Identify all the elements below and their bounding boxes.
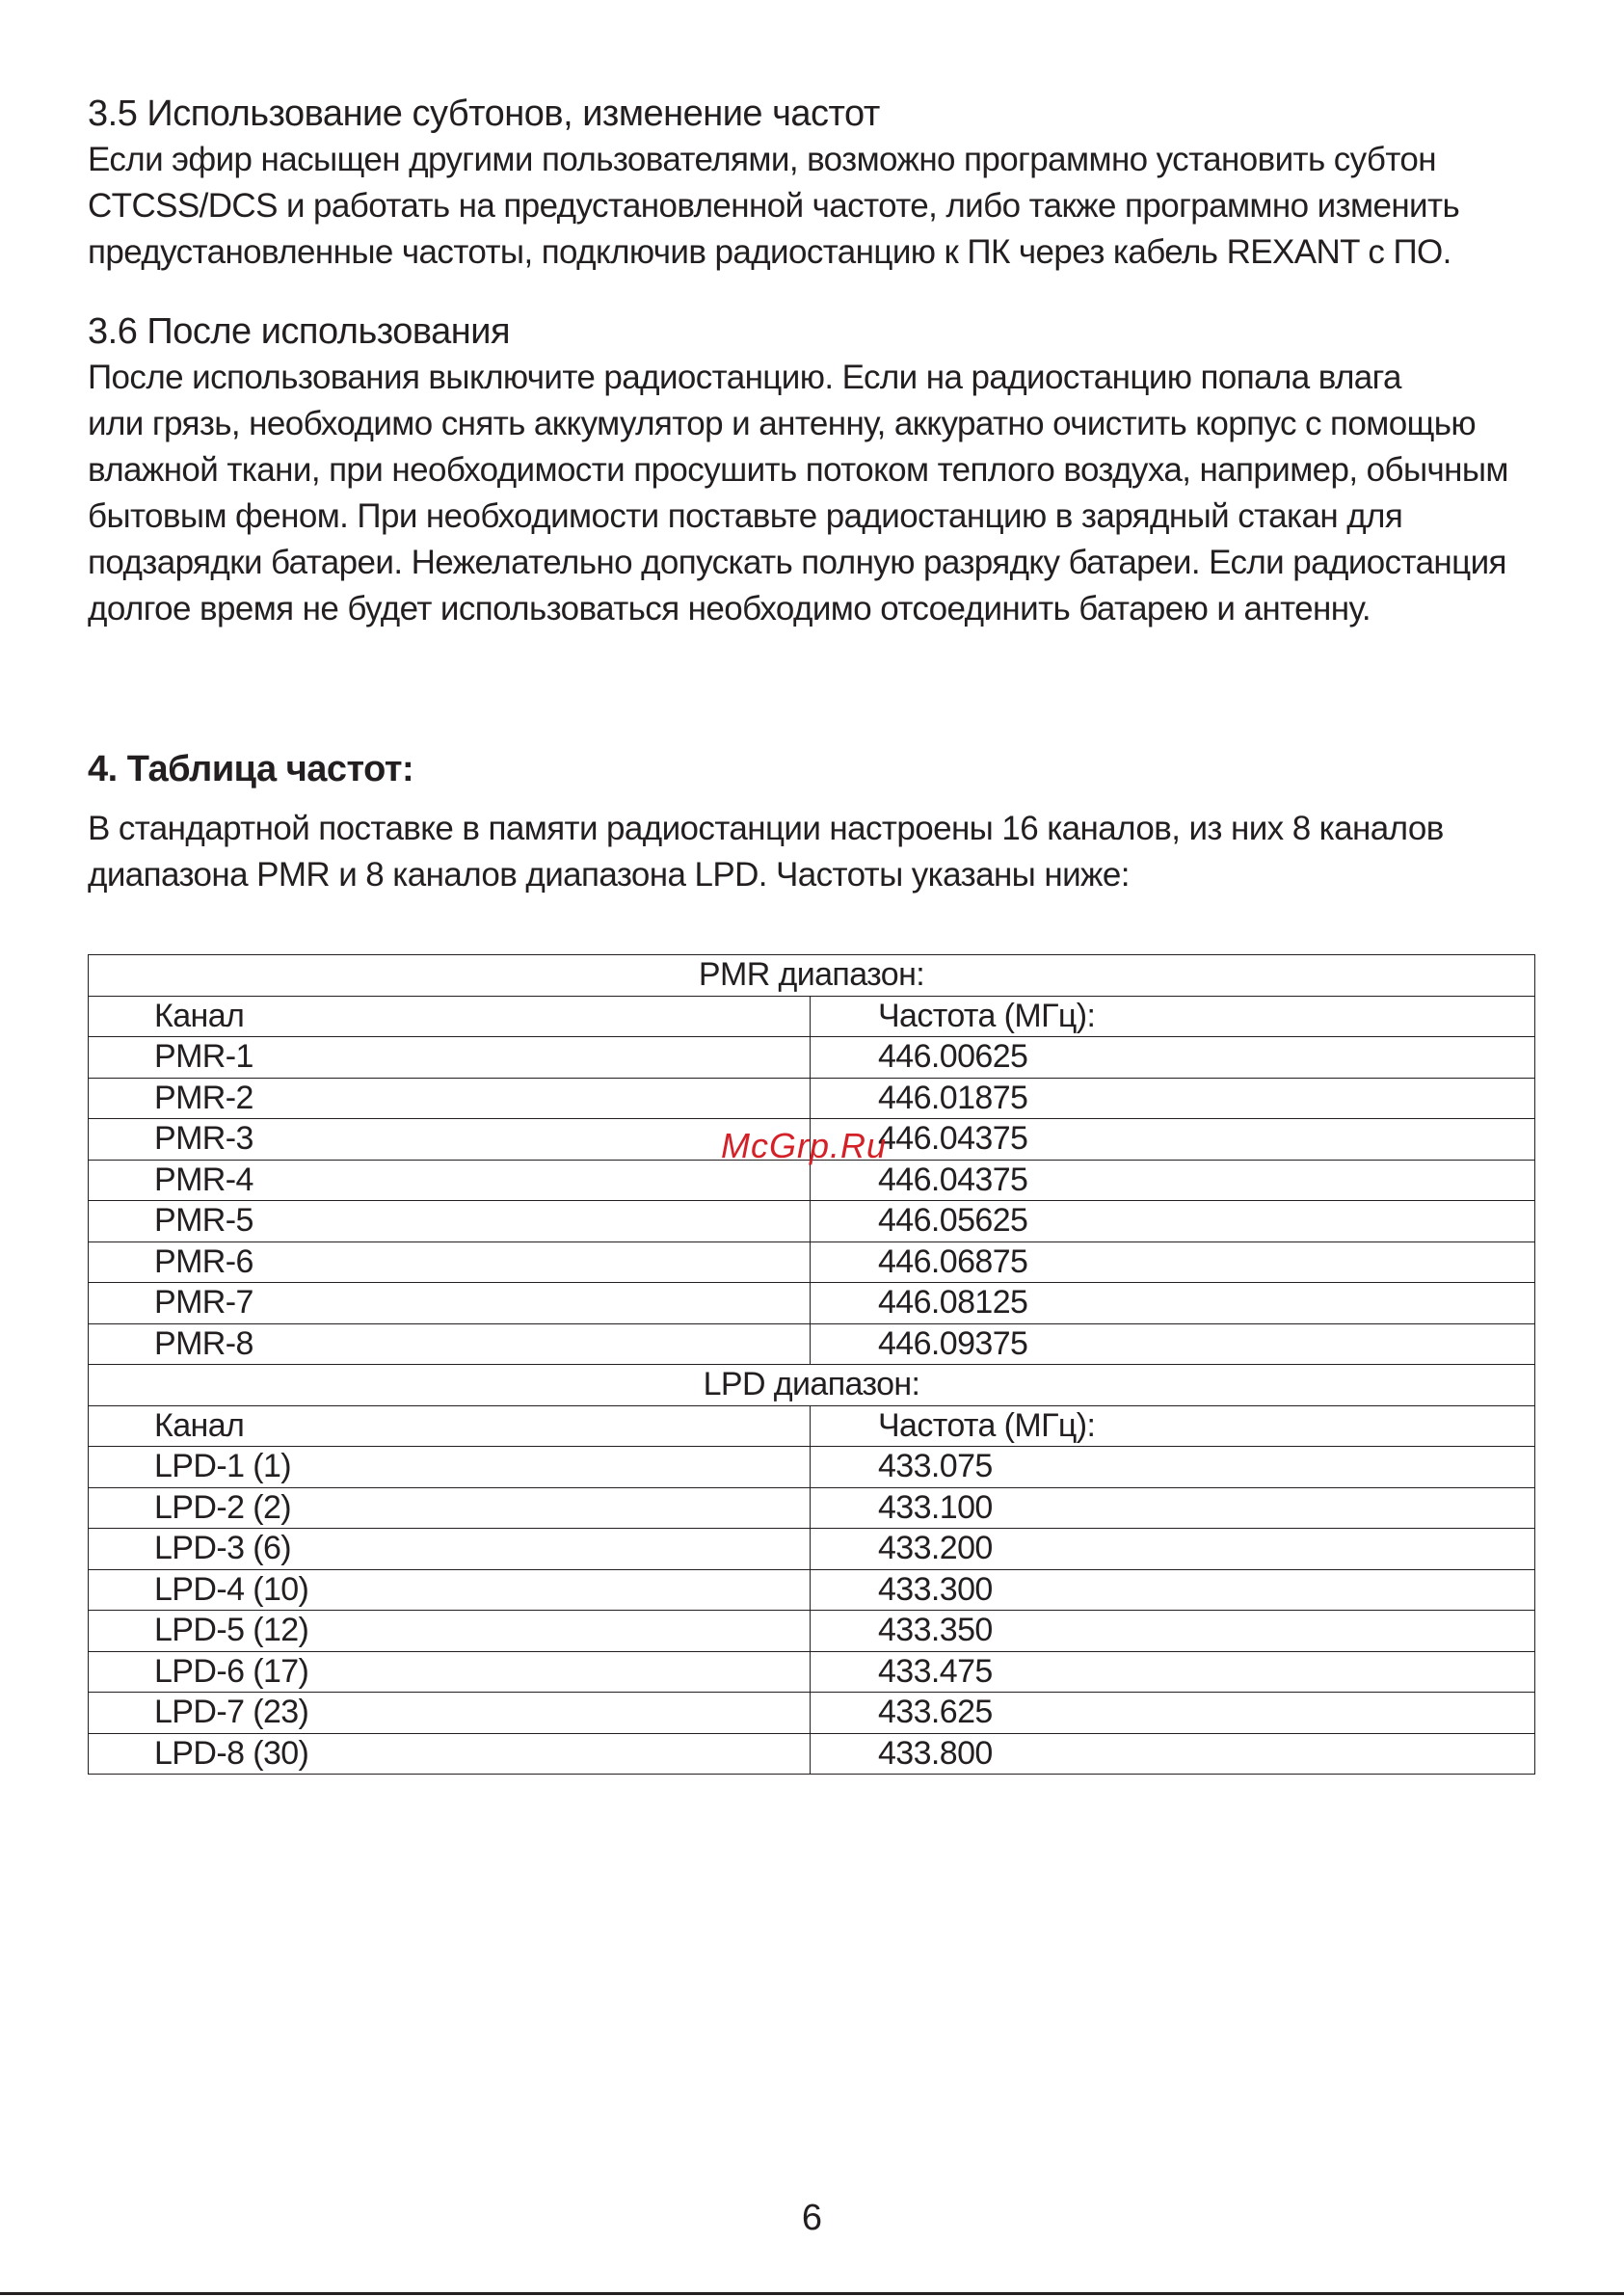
table-group-header [89,1365,1535,1406]
table-row [89,1283,1535,1324]
table-row [89,1651,1535,1693]
table-row [89,1201,1535,1242]
section-4-title: 4. Таблица частот: [88,749,414,789]
channel-cell: PMR-4 [89,1160,811,1201]
section-3-6 [88,308,1543,632]
channel-cell: PMR-6 [89,1241,811,1283]
section-4-text [88,806,1543,898]
column-header-channel: Канал [89,1405,811,1447]
watermark: McGrp.Ru [721,1126,888,1165]
frequency-cell: 446.04375 [811,1119,1535,1161]
table-row [89,1611,1535,1652]
section-3-5-title: 3.5 Использование субтонов, изменение частот [88,93,880,134]
frequency-cell: 433.625 [811,1693,1535,1734]
text-line: диапазона PMR и 8 каналов диапазона LPD. Частоты указаны ниже: [88,856,1130,894]
column-header-frequency: Частота (МГц): [811,1405,1535,1447]
frequency-cell: 433.075 [811,1447,1535,1488]
frequency-cell: 433.200 [811,1529,1535,1570]
frequency-cell: 446.01875 [811,1078,1535,1119]
table-row [89,1693,1535,1734]
channel-cell: PMR-7 [89,1283,811,1324]
table-row [89,1529,1535,1570]
text-line: или грязь, необходимо снять аккумулятор и антенну, аккуратно очистить корпус с помощью [88,405,1477,442]
text-line: долгое время не будет использоваться необходимо отсоединить батарею и антенну. [88,590,1371,627]
channel-cell: LPD-6 (17) [89,1651,811,1693]
frequency-cell: 433.100 [811,1487,1535,1529]
page-number: 6 [801,2198,823,2238]
channel-cell: LPD-2 (2) [89,1487,811,1529]
text-line: влажной ткани, при необходимости просушить потоком теплого воздуха, например, обычным [88,451,1508,489]
text-line: Если эфир насыщен другими пользователями, возможно программно установить субтон [88,141,1436,178]
section-3-5-text [88,137,1543,276]
frequency-cell: 446.04375 [811,1160,1535,1201]
table-column-header [89,996,1535,1037]
text-line: предустановленные частоты, подключив радиостанцию к ПК через кабель REXANT с ПО. [88,233,1451,271]
text-line: После использования выключите радиостанцию. Если на радиостанцию попала влага [88,359,1401,396]
table-row [89,1569,1535,1611]
channel-cell: PMR-5 [89,1201,811,1242]
table-row [89,1241,1535,1283]
channel-cell: PMR-3 [89,1119,811,1161]
channel-cell: LPD-7 (23) [89,1693,811,1734]
channel-cell: LPD-1 (1) [89,1447,811,1488]
text-line: бытовым феном. При необходимости поставьте радиостанцию в зарядный стакан для [88,497,1403,535]
table-row [89,1323,1535,1365]
channel-cell: PMR-1 [89,1037,811,1079]
column-header-frequency: Частота (МГц): [811,996,1535,1037]
section-3-6-title: 3.6 После использования [88,311,511,352]
frequency-cell: 433.350 [811,1611,1535,1652]
channel-cell: LPD-5 (12) [89,1611,811,1652]
frequency-cell: 446.08125 [811,1283,1535,1324]
channel-cell: LPD-4 (10) [89,1569,811,1611]
frequency-cell: 446.06875 [811,1241,1535,1283]
table-row [89,1078,1535,1119]
channel-cell: LPD-3 (6) [89,1529,811,1570]
lpd-group-title: LPD диапазон: [89,1365,1535,1406]
channel-cell: PMR-8 [89,1323,811,1365]
frequency-cell: 446.09375 [811,1323,1535,1365]
table-row [89,1037,1535,1079]
text-line: подзарядки батареи. Нежелательно допускать полную разрядку батареи. Если радиостанция [88,544,1506,581]
bottom-divider [0,2292,1624,2295]
table-group-header [89,955,1535,997]
channel-cell: LPD-8 (30) [89,1733,811,1775]
frequency-cell: 433.800 [811,1733,1535,1775]
section-4 [88,746,1543,898]
table-row [89,1733,1535,1775]
channel-cell: PMR-2 [89,1078,811,1119]
section-3-6-text [88,355,1543,632]
table-row [89,1447,1535,1488]
frequency-table [88,954,1535,1775]
frequency-cell: 446.00625 [811,1037,1535,1079]
section-3-5 [88,91,1543,276]
table-column-header [89,1405,1535,1447]
frequency-cell: 433.300 [811,1569,1535,1611]
frequency-cell: 446.05625 [811,1201,1535,1242]
pmr-group-title: PMR диапазон: [89,955,1535,997]
text-line: CTCSS/DCS и работать на предустановленной частоте, либо также программно изменить [88,187,1460,225]
frequency-cell: 433.475 [811,1651,1535,1693]
table-row [89,1487,1535,1529]
column-header-channel: Канал [89,996,811,1037]
text-line: В стандартной поставке в памяти радиостанции настроены 16 каналов, из них 8 каналов [88,810,1444,847]
